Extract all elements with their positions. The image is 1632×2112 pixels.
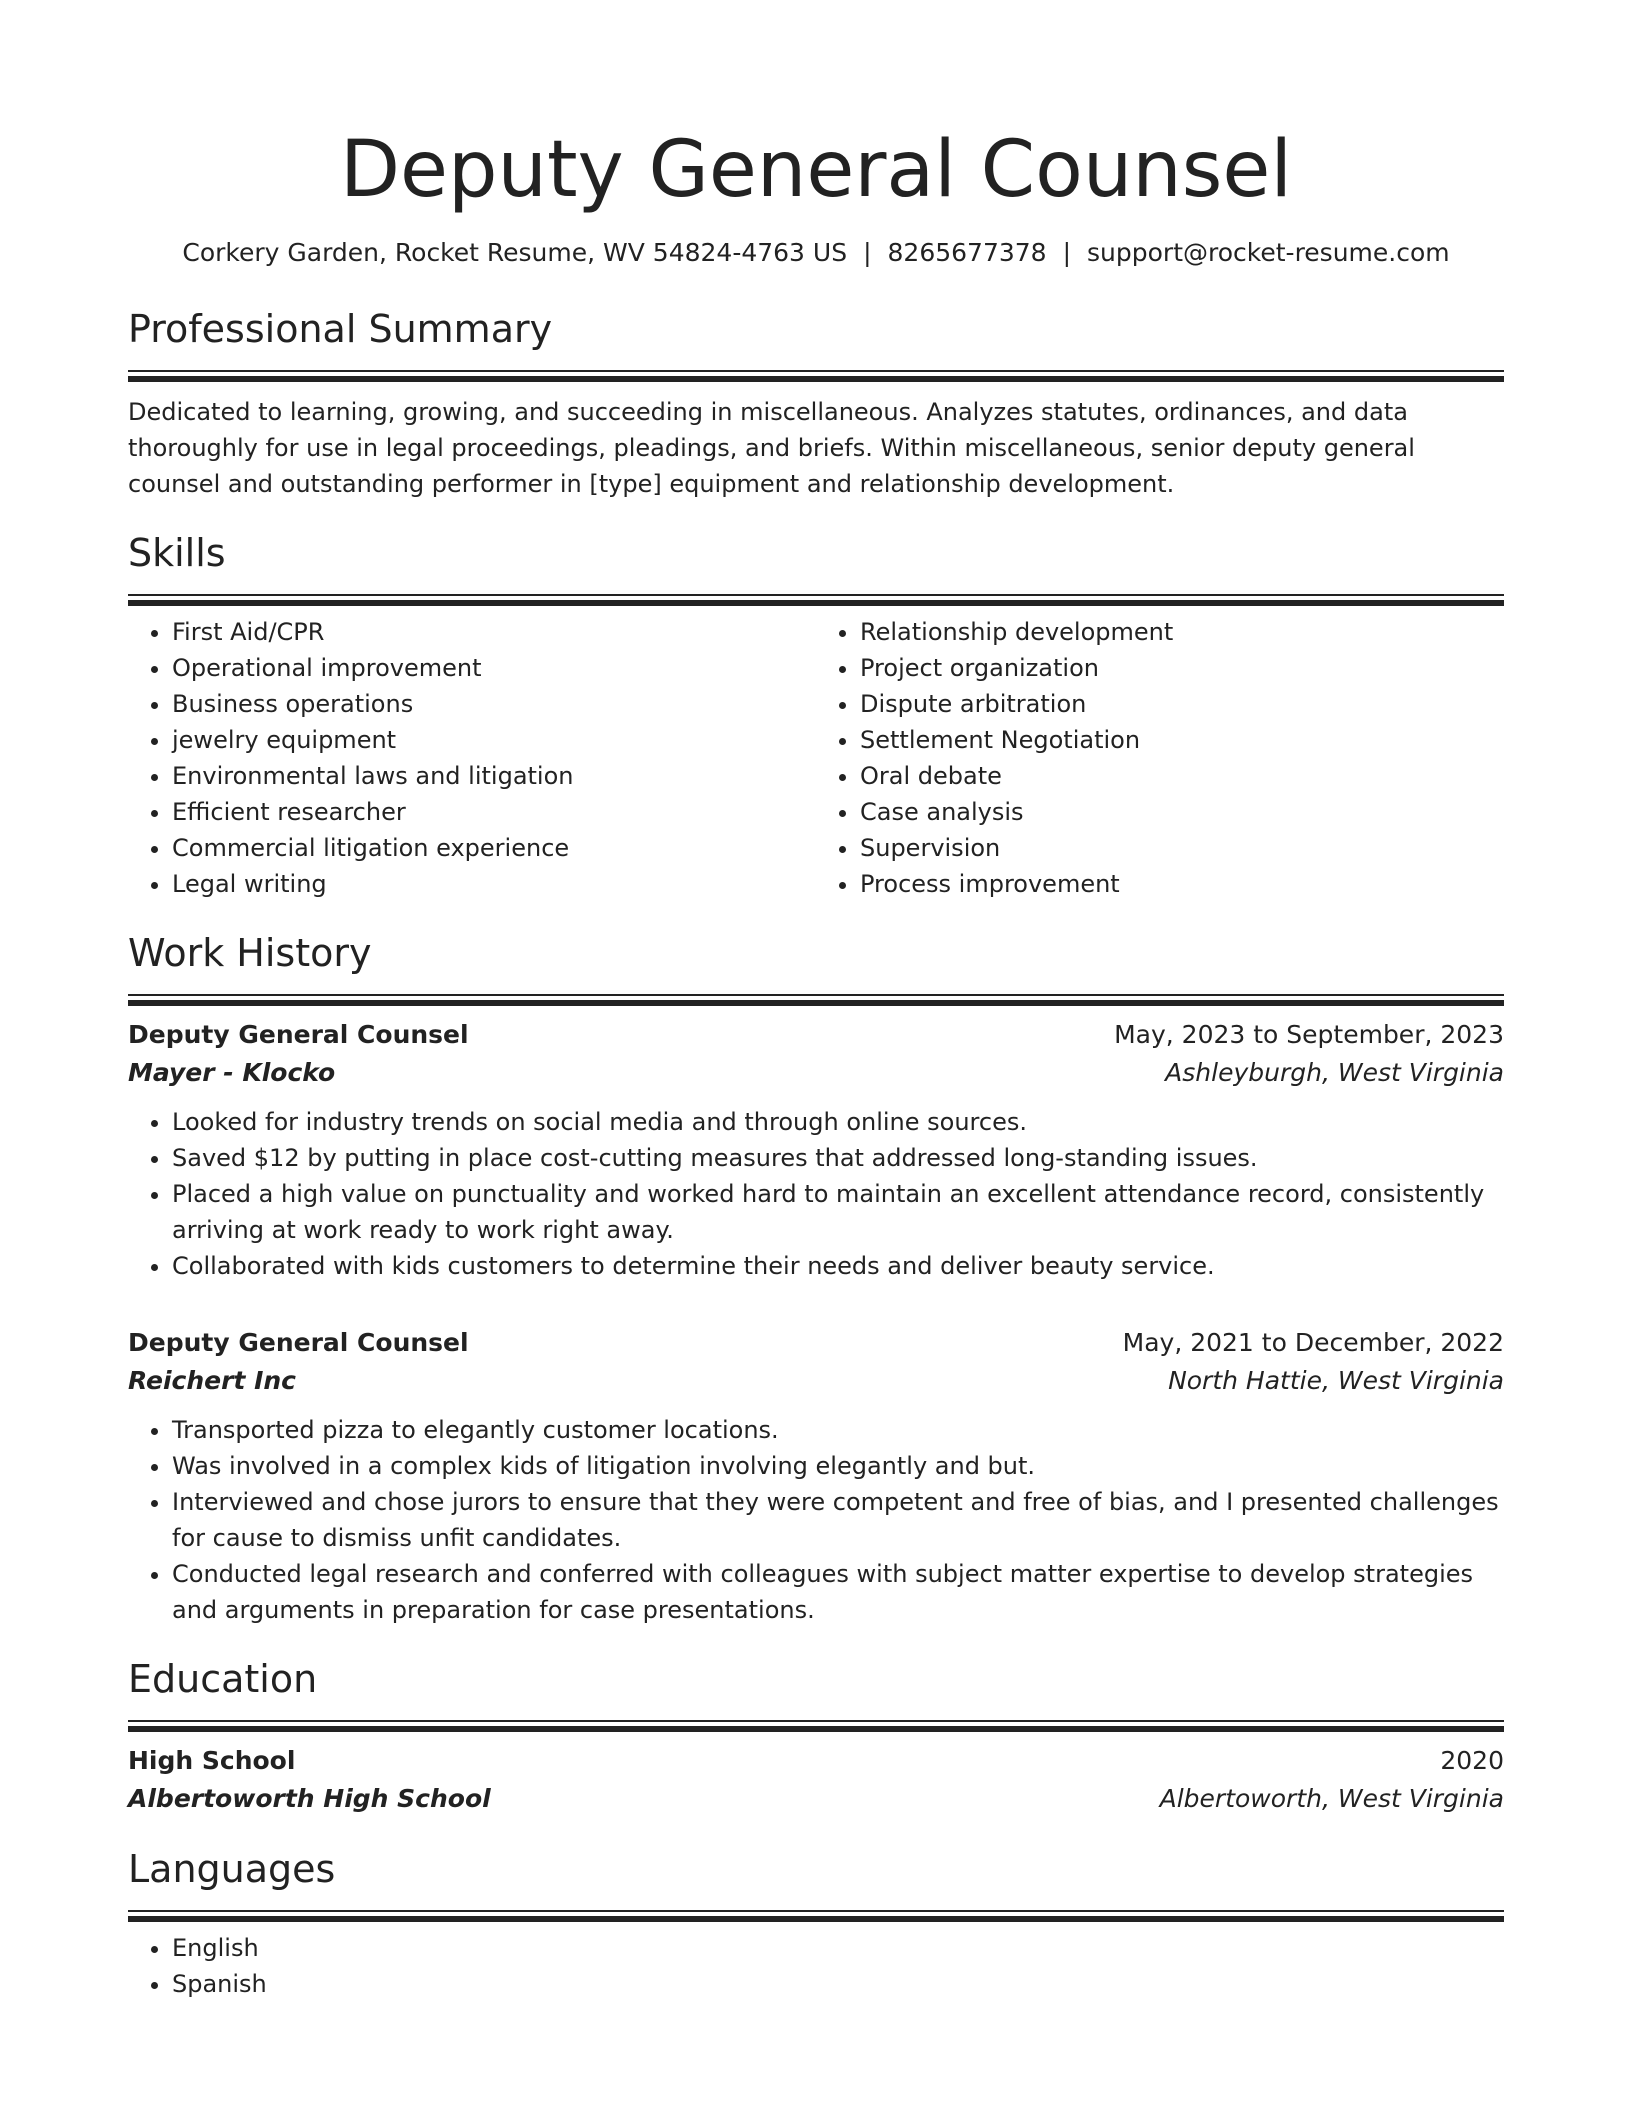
job-location: Ashleyburgh, West Virginia — [1165, 1058, 1504, 1087]
education-entry — [128, 1742, 1504, 1818]
job-dates: May, 2021 to December, 2022 — [1122, 1328, 1504, 1357]
skill-item: • Process improvement — [860, 866, 1504, 902]
contact-phone: 8265677378 — [887, 238, 1047, 267]
summary-text: Dedicated to learning, growing, and succeeding in miscellaneous. Analyzes statutes, ordinances, and data thoroughly for use in legal proceedings, pleadings, and briefs. Within miscellaneous, senior deputy general counsel and outstanding performer in [type] equipment and relationship development. — [128, 398, 1415, 498]
job-bullet: • Placed a high value on punctuality and worked hard to maintain an excellent attendance record, consistently arriving at work ready to work right away. — [172, 1176, 1504, 1248]
job-bullets — [128, 1104, 1504, 1284]
job-subheader — [128, 1054, 1504, 1092]
section-title-education: Education — [128, 1657, 318, 1701]
language-item: • English — [172, 1930, 1504, 1966]
section-title-languages: Languages — [128, 1847, 336, 1891]
education-school: Albertoworth High School — [128, 1784, 491, 1813]
job-company: Reichert Inc — [128, 1366, 297, 1395]
job-bullet: • Conducted legal research and conferred with colleagues with subject matter expertise to develop strategies and arguments in preparation for case presentations. — [172, 1556, 1504, 1628]
skill-item: • Oral debate — [860, 758, 1504, 794]
skill-item: • Dispute arbitration — [860, 686, 1504, 722]
skill-item: • Legal writing — [172, 866, 816, 902]
summary-section — [128, 304, 1504, 502]
job-dates: May, 2023 to September, 2023 — [1114, 1020, 1504, 1049]
job-header — [128, 1016, 1504, 1054]
skill-item: • Operational improvement — [172, 650, 816, 686]
skill-item: • Environmental laws and litigation — [172, 758, 816, 794]
job-bullet: • Interviewed and chose jurors to ensure that they were competent and free of bias, and I presented challenges for cause to dismiss unfit candidates. — [172, 1484, 1504, 1556]
education-degree: High School — [128, 1746, 296, 1775]
section-divider — [128, 370, 1504, 380]
education-header — [128, 1742, 1504, 1780]
job-company: Mayer - Klocko — [128, 1058, 336, 1087]
resume-page — [128, 120, 1504, 2002]
job-bullet: • Saved $12 by putting in place cost-cutting measures that addressed long-standing issues. — [172, 1140, 1504, 1176]
work-section — [128, 928, 1504, 1628]
section-divider — [128, 1910, 1504, 1920]
job-bullet: • Was involved in a complex kids of litigation involving elegantly and but. — [172, 1448, 1504, 1484]
contact-email: support@rocket-resume.com — [1087, 238, 1450, 267]
skill-item: • Efficient researcher — [172, 794, 816, 830]
skills-columns — [128, 614, 1504, 902]
section-title-skills: Skills — [128, 531, 226, 575]
section-divider — [128, 994, 1504, 1004]
skill-item: • Relationship development — [860, 614, 1504, 650]
languages-section — [128, 1844, 1504, 2002]
skill-item: • Supervision — [860, 830, 1504, 866]
job-subheader — [128, 1362, 1504, 1400]
section-divider — [128, 1720, 1504, 1730]
skills-list-left — [128, 614, 816, 902]
section-title-work: Work History — [128, 931, 372, 975]
job-location: North Hattie, West Virginia — [1168, 1366, 1504, 1395]
education-year: 2020 — [1440, 1746, 1504, 1775]
job-bullet: • Transported pizza to elegantly customer locations. — [172, 1412, 1504, 1448]
skill-item: • First Aid/CPR — [172, 614, 816, 650]
skill-item: • Commercial litigation experience — [172, 830, 816, 866]
job-entry — [128, 1016, 1504, 1284]
contact-separator: | — [863, 238, 872, 267]
resume-name: Deputy General Counsel — [339, 125, 1293, 215]
education-section — [128, 1654, 1504, 1818]
languages-list — [128, 1930, 1504, 2002]
skill-item: • Settlement Negotiation — [860, 722, 1504, 758]
contact-address: Corkery Garden, Rocket Resume, WV 54824-4763 US — [182, 238, 848, 267]
language-item: • Spanish — [172, 1966, 1504, 2002]
contact-separator: | — [1062, 238, 1072, 267]
job-title: Deputy General Counsel — [128, 1020, 469, 1049]
job-bullets — [128, 1412, 1504, 1628]
skill-item: • jewelry equipment — [172, 722, 816, 758]
section-title-summary: Professional Summary — [128, 307, 553, 351]
job-bullet: • Collaborated with kids customers to determine their needs and deliver beauty service. — [172, 1248, 1504, 1284]
skills-list-right — [816, 614, 1504, 902]
skill-item: • Project organization — [860, 650, 1504, 686]
skills-section — [128, 528, 1504, 902]
education-subheader — [128, 1780, 1504, 1818]
job-title: Deputy General Counsel — [128, 1328, 469, 1357]
section-divider — [128, 594, 1504, 604]
job-entry — [128, 1324, 1504, 1628]
skill-item: • Case analysis — [860, 794, 1504, 830]
contact-line — [128, 236, 1504, 270]
skill-item: • Business operations — [172, 686, 816, 722]
education-location: Albertoworth, West Virginia — [1159, 1784, 1504, 1813]
job-bullet: • Looked for industry trends on social media and through online sources. — [172, 1104, 1504, 1140]
job-header — [128, 1324, 1504, 1362]
